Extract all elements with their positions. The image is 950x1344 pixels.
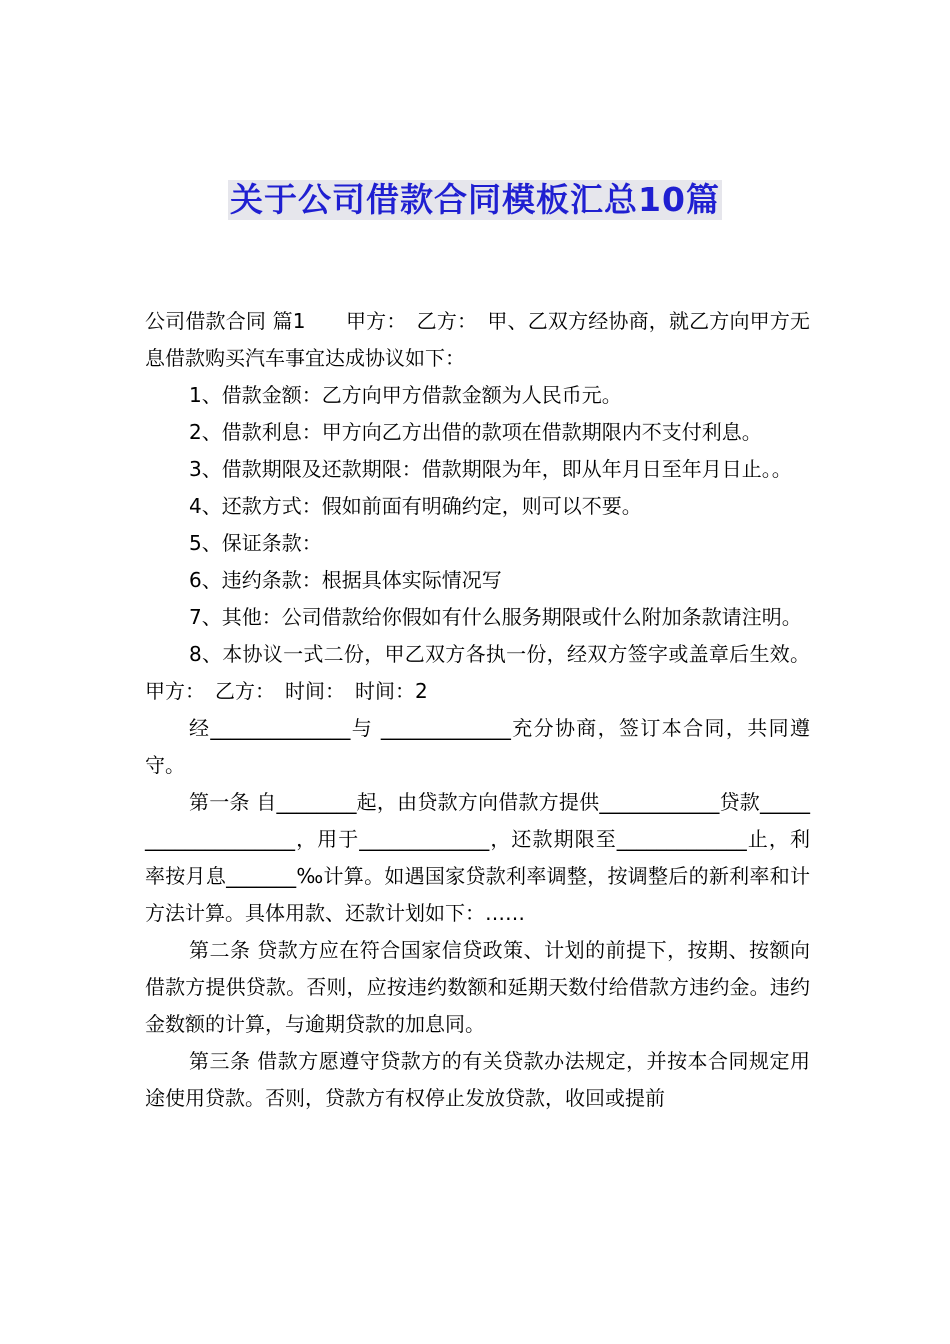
document-title: 关于公司借款合同模板汇总10篇 [230, 180, 720, 219]
paragraph-8: 7、其他：公司借款给你假如有什么服务期限或什么附加条款请注明。 [189, 605, 802, 629]
paragraph-13: 第三条 借款方愿遵守贷款方的有关贷款办法规定，并按本合同规定用途使用贷款。否则，贷款方有权停止发放贷款，收回或提前 [145, 1049, 810, 1110]
paragraph-4: 3、借款期限及还款期限：借款期限为年，即从年月日至年月日止。。 [189, 457, 792, 481]
paragraph-12: 第二条 贷款方应在符合国家信贷政策、计划的前提下，按期、按额向借款方提供贷款。否则，应按违约数额和延期天数付给借款方违约金。违约金数额的计算，与逾期贷款的加息同。 [145, 938, 810, 1036]
paragraph-9: 8、本协议一式二份，甲乙双方各执一份，经双方签字或盖章后生效。 甲方： 乙方： 时间： 时间：2 [145, 642, 810, 703]
paragraph-5: 4、还款方式：假如前面有明确约定，则可以不要。 [189, 494, 642, 518]
paragraph-3: 2、借款利息：甲方向乙方出借的款项在借款期限内不支付利息。 [189, 420, 762, 444]
paragraph-11: 第一条 自________起，由贷款方向借款方提供____________贷款____________________，用于_____________，还款期限至_____________止，利率按月息_______‰计算。如遇国家贷款利率调整，按调整后的新利率和计方法计算。具体用款、还款计划如下：…… [145, 790, 810, 925]
paragraph-1: 公司借款合同 篇1 甲方： 乙方： 甲、乙双方经协商，就乙方向甲方无息借款购买汽车事宜达成协议如下： [145, 309, 810, 370]
document-body [145, 303, 810, 1117]
title-container [0, 180, 950, 220]
paragraph-2: 1、借款金额：乙方向甲方借款金额为人民币元。 [189, 383, 622, 407]
paragraph-7: 6、违约条款：根据具体实际情况写 [189, 568, 502, 592]
paragraph-10: 经______________与 _____________充分协商，签订本合同，共同遵守。 [145, 716, 810, 777]
paragraph-6: 5、保证条款： [189, 531, 322, 555]
